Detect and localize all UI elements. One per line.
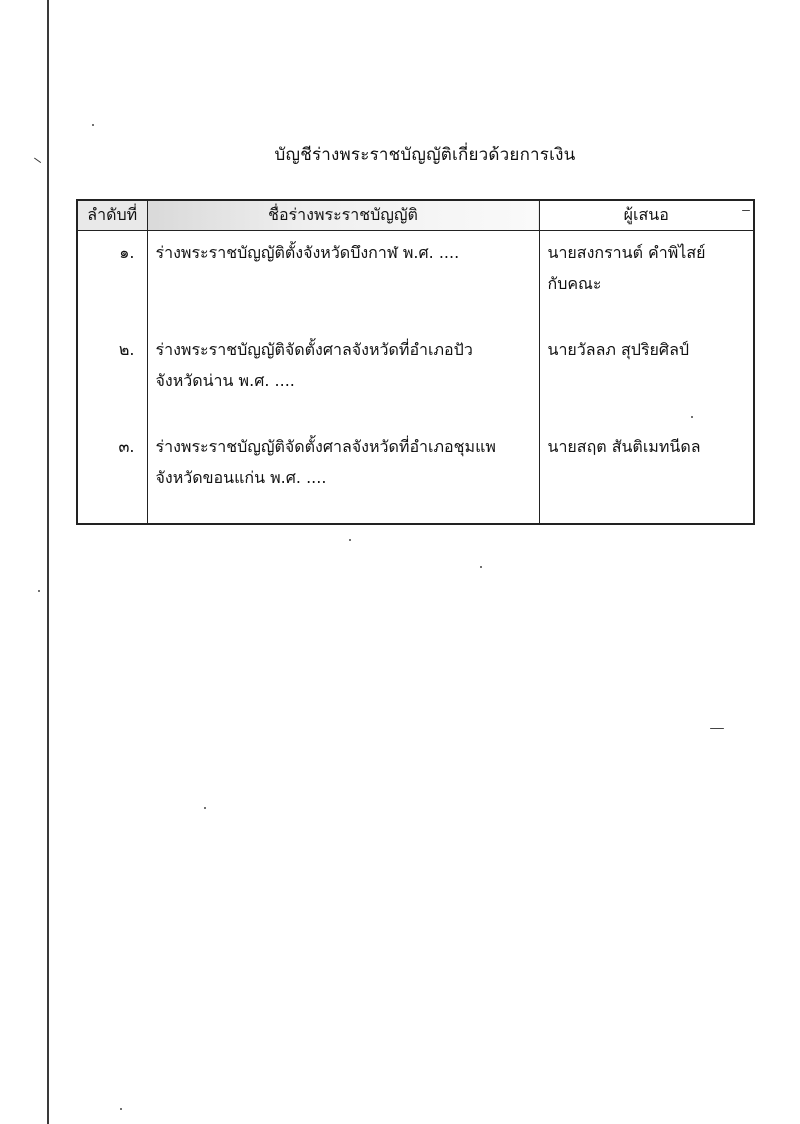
row-number: ๓.	[77, 425, 147, 524]
bill-name-text: ร่างพระราชบัญญัติจัดตั้งศาลจังหวัดที่อำเภอปัว จังหวัดน่าน พ.ศ. ....	[155, 340, 473, 390]
row-bill-name	[147, 328, 539, 425]
document-title: บัญชีร่างพระราชบัญญัติเกี่ยวด้วยการเงิน	[274, 145, 576, 165]
finance-bill-table	[76, 199, 755, 525]
row-bill-name	[147, 425, 539, 524]
table-header-row	[77, 200, 754, 231]
scan-speck	[349, 539, 351, 541]
row-bill-name	[147, 231, 539, 329]
proposer-text: นายวัลลภ สุปริยศิลป์	[547, 340, 690, 359]
row-proposer	[539, 328, 754, 425]
row-number: ๒.	[77, 328, 147, 425]
scan-speck	[710, 728, 724, 729]
proposer-text: นายสฤต สันติเมทนีดล	[547, 437, 701, 456]
scan-page-edge	[47, 0, 49, 1124]
row-proposer	[539, 231, 754, 329]
table-row	[77, 231, 754, 329]
scan-speck	[92, 124, 94, 126]
header-number: ลำดับที่	[77, 200, 147, 231]
scan-speck	[120, 1108, 122, 1110]
row-proposer	[539, 425, 754, 524]
proposer-text: นายสงกรานต์ คำพิไสย์ กับคณะ	[547, 243, 706, 293]
row-number: ๑.	[77, 231, 147, 329]
bill-name-text: ร่างพระราชบัญญัติตั้งจังหวัดบึงกาฬ พ.ศ. ....	[155, 243, 460, 262]
table-row	[77, 425, 754, 524]
bill-name-text: ร่างพระราชบัญญัติจัดตั้งศาลจังหวัดที่อำเภอชุมแพ จังหวัดขอนแก่น พ.ศ. ....	[155, 437, 496, 487]
scan-speck	[204, 807, 206, 809]
scan-speck	[742, 210, 750, 211]
header-proposer: ผู้เสนอ	[539, 200, 754, 231]
header-bill-name: ชื่อร่างพระราชบัญญัติ	[147, 200, 539, 231]
scan-speck	[691, 416, 693, 418]
table-row	[77, 328, 754, 425]
scan-speck	[38, 590, 40, 592]
scan-speck	[480, 566, 482, 568]
